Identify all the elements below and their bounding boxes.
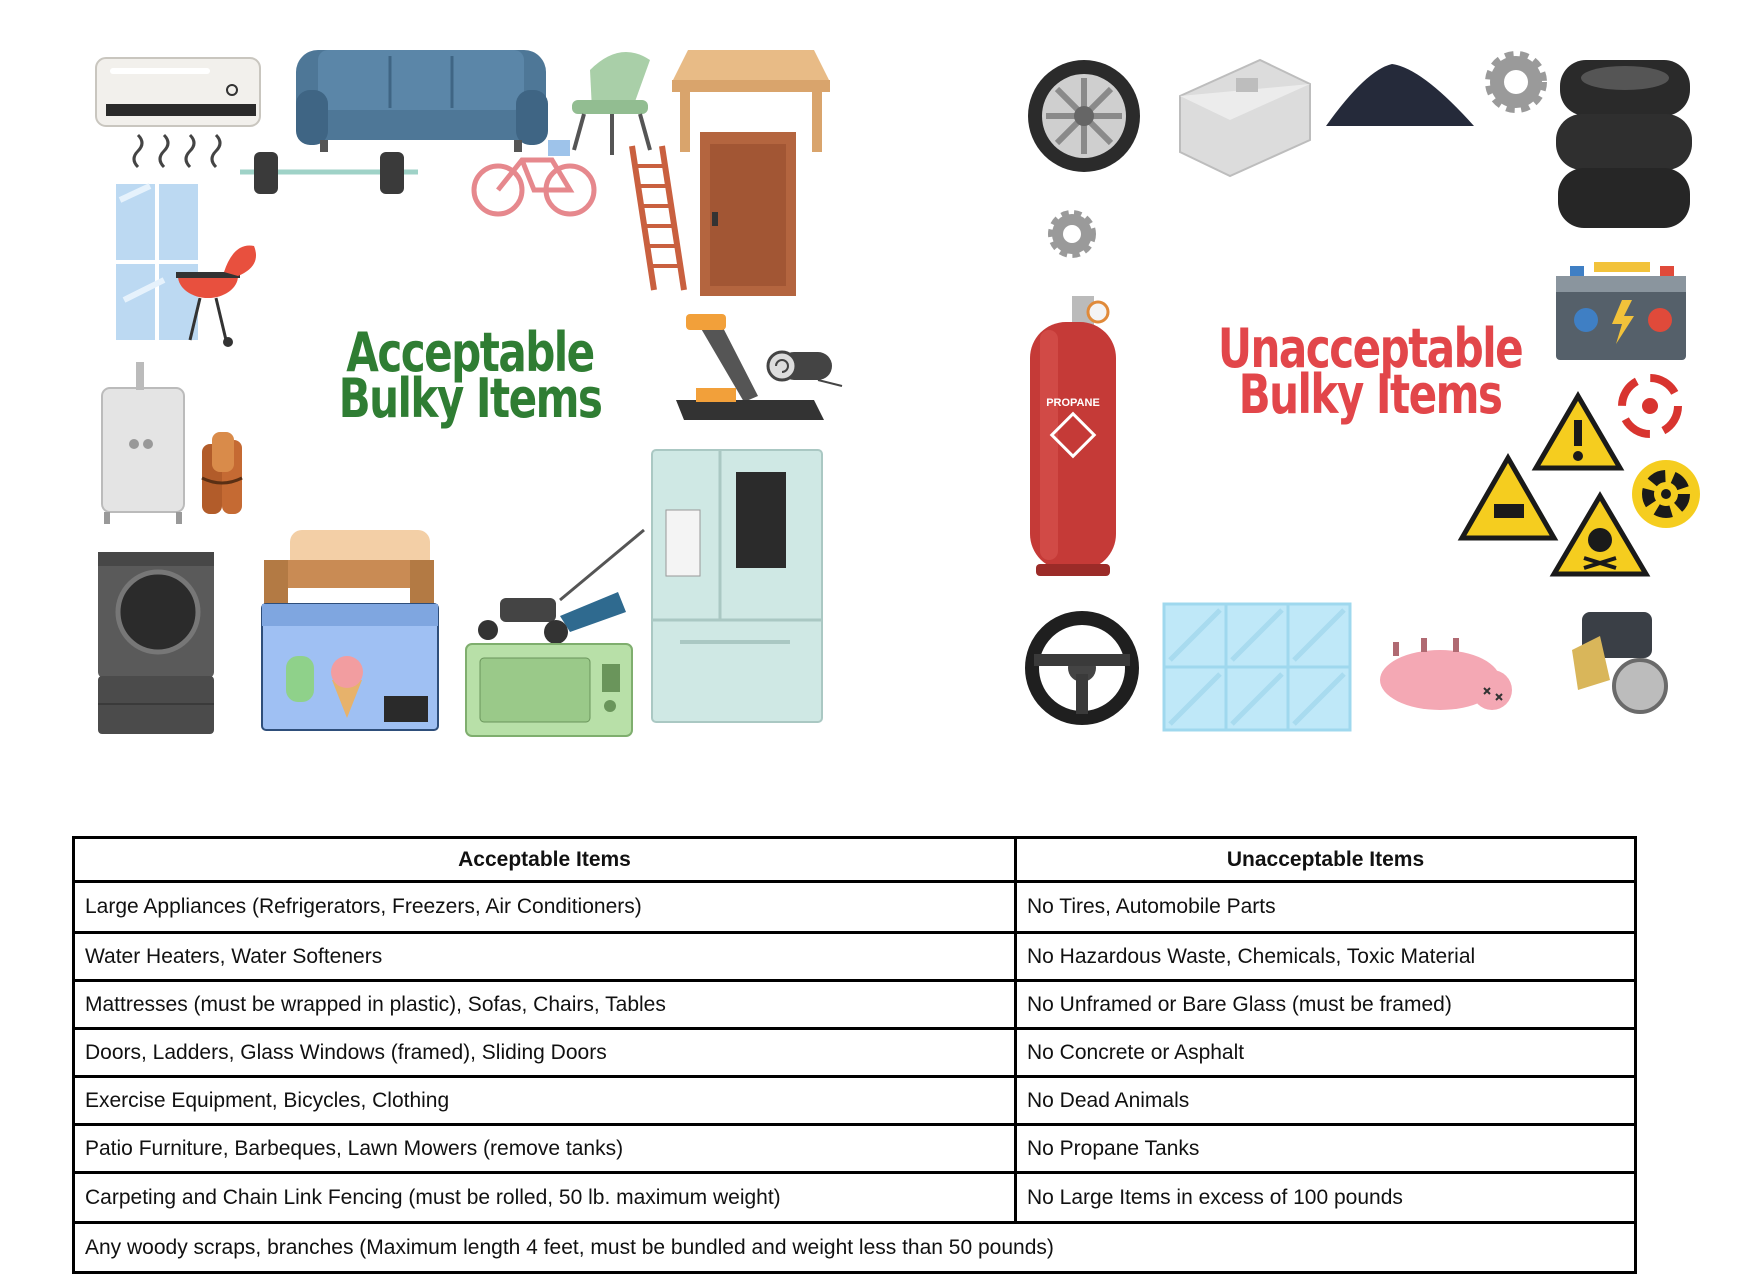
- table-footer-row: [74, 1223, 1636, 1273]
- chair-icon: [572, 52, 650, 155]
- auto-part-icon: [1572, 612, 1666, 712]
- unacceptable-cell: No Large Items in excess of 100 pounds: [1016, 1173, 1636, 1223]
- propane-tank-icon: [1030, 296, 1116, 576]
- table-row: [74, 1173, 1636, 1223]
- ladder-icon: [632, 146, 684, 290]
- toxic-skull-icon: [1554, 496, 1646, 574]
- gear-icon: [1052, 214, 1092, 254]
- table-row: [74, 1077, 1636, 1125]
- unacceptable-cell: No Propane Tanks: [1016, 1125, 1636, 1173]
- wheel-rim-icon: [1028, 60, 1140, 172]
- unacceptable-cell: No Dead Animals: [1016, 1077, 1636, 1125]
- acceptable-cell: Mattresses (must be wrapped in plastic), Sofas, Chairs, Tables: [74, 981, 1016, 1029]
- acceptable-cell: Patio Furniture, Barbeques, Lawn Mowers (remove tanks): [74, 1125, 1016, 1173]
- unacceptable-title: [1206, 317, 1534, 426]
- tire-stack-icon: [1556, 60, 1692, 228]
- air-conditioner-icon: [96, 58, 260, 167]
- acceptable-cell: Water Heaters, Water Softeners: [74, 933, 1016, 981]
- table-header-row: [74, 838, 1636, 882]
- acceptable-cell: Carpeting and Chain Link Fencing (must be rolled, 50 lb. maximum weight): [74, 1173, 1016, 1223]
- unacceptable-cell: No Hazardous Waste, Chemicals, Toxic Material: [1016, 933, 1636, 981]
- firewood-icon: [202, 432, 242, 514]
- table-row: [74, 933, 1636, 981]
- header-unacceptable-items: Unacceptable Items: [1016, 838, 1636, 882]
- acceptable-cell: Large Appliances (Refrigerators, Freezers, Air Conditioners): [74, 882, 1016, 933]
- sofa-icon: [296, 50, 548, 152]
- patio-couch-icon: [264, 530, 434, 604]
- propane-label: PROPANE: [1046, 397, 1100, 409]
- items-table-container: [72, 836, 1634, 1274]
- acceptable-cell: Exercise Equipment, Bicycles, Clothing: [74, 1077, 1016, 1125]
- refrigerator-icon: [652, 450, 822, 722]
- acceptable-title: [306, 321, 634, 430]
- washing-machine-icon: [98, 552, 214, 734]
- unacceptable-cell: No Tires, Automobile Parts: [1016, 882, 1636, 933]
- concrete-block-icon: [1180, 60, 1310, 176]
- lawn-mower-icon: [478, 530, 644, 644]
- microwave-icon: [466, 644, 632, 736]
- unacceptable-cell: No Concrete or Asphalt: [1016, 1029, 1636, 1077]
- water-heater-icon: [102, 362, 184, 524]
- woody-scraps-cell: Any woody scraps, branches (Maximum length 4 feet, must be bundled and weight less than 50 pounds): [74, 1223, 1636, 1273]
- header-acceptable-items: Acceptable Items: [74, 838, 1016, 882]
- table-row: [74, 1029, 1636, 1077]
- biohazard-icon: [1622, 378, 1678, 434]
- table-row: [74, 882, 1636, 933]
- radiation-icon: [1632, 460, 1700, 528]
- carpet-roll-icon: [768, 352, 842, 386]
- gear-icon: [1490, 56, 1542, 108]
- freezer-icon: [262, 604, 438, 730]
- steering-wheel-icon: [1032, 618, 1132, 718]
- asphalt-pile-icon: [1326, 64, 1474, 126]
- acceptable-title-line2: Bulky Items: [338, 367, 602, 430]
- acceptable-title-line1: Acceptable: [346, 321, 594, 384]
- dead-animal-icon: [1380, 638, 1512, 710]
- car-battery-icon: [1556, 262, 1686, 360]
- unacceptable-title-line1: Unacceptable: [1217, 317, 1523, 380]
- warning-sign-icon: [1536, 396, 1620, 468]
- acceptable-cell: Doors, Ladders, Glass Windows (framed), Sliding Doors: [74, 1029, 1016, 1077]
- unacceptable-title-line2: Bulky Items: [1238, 363, 1502, 426]
- items-table: [72, 836, 1637, 1274]
- unacceptable-cell: No Unframed or Bare Glass (must be framed): [1016, 981, 1636, 1029]
- door-icon: [700, 132, 796, 296]
- bicycle-icon: [474, 140, 594, 214]
- window-icon: [116, 184, 198, 340]
- table-row: [74, 981, 1636, 1029]
- barbell-icon: [240, 152, 418, 194]
- glass-panel-icon: [1164, 604, 1350, 730]
- table-row: [74, 1125, 1636, 1173]
